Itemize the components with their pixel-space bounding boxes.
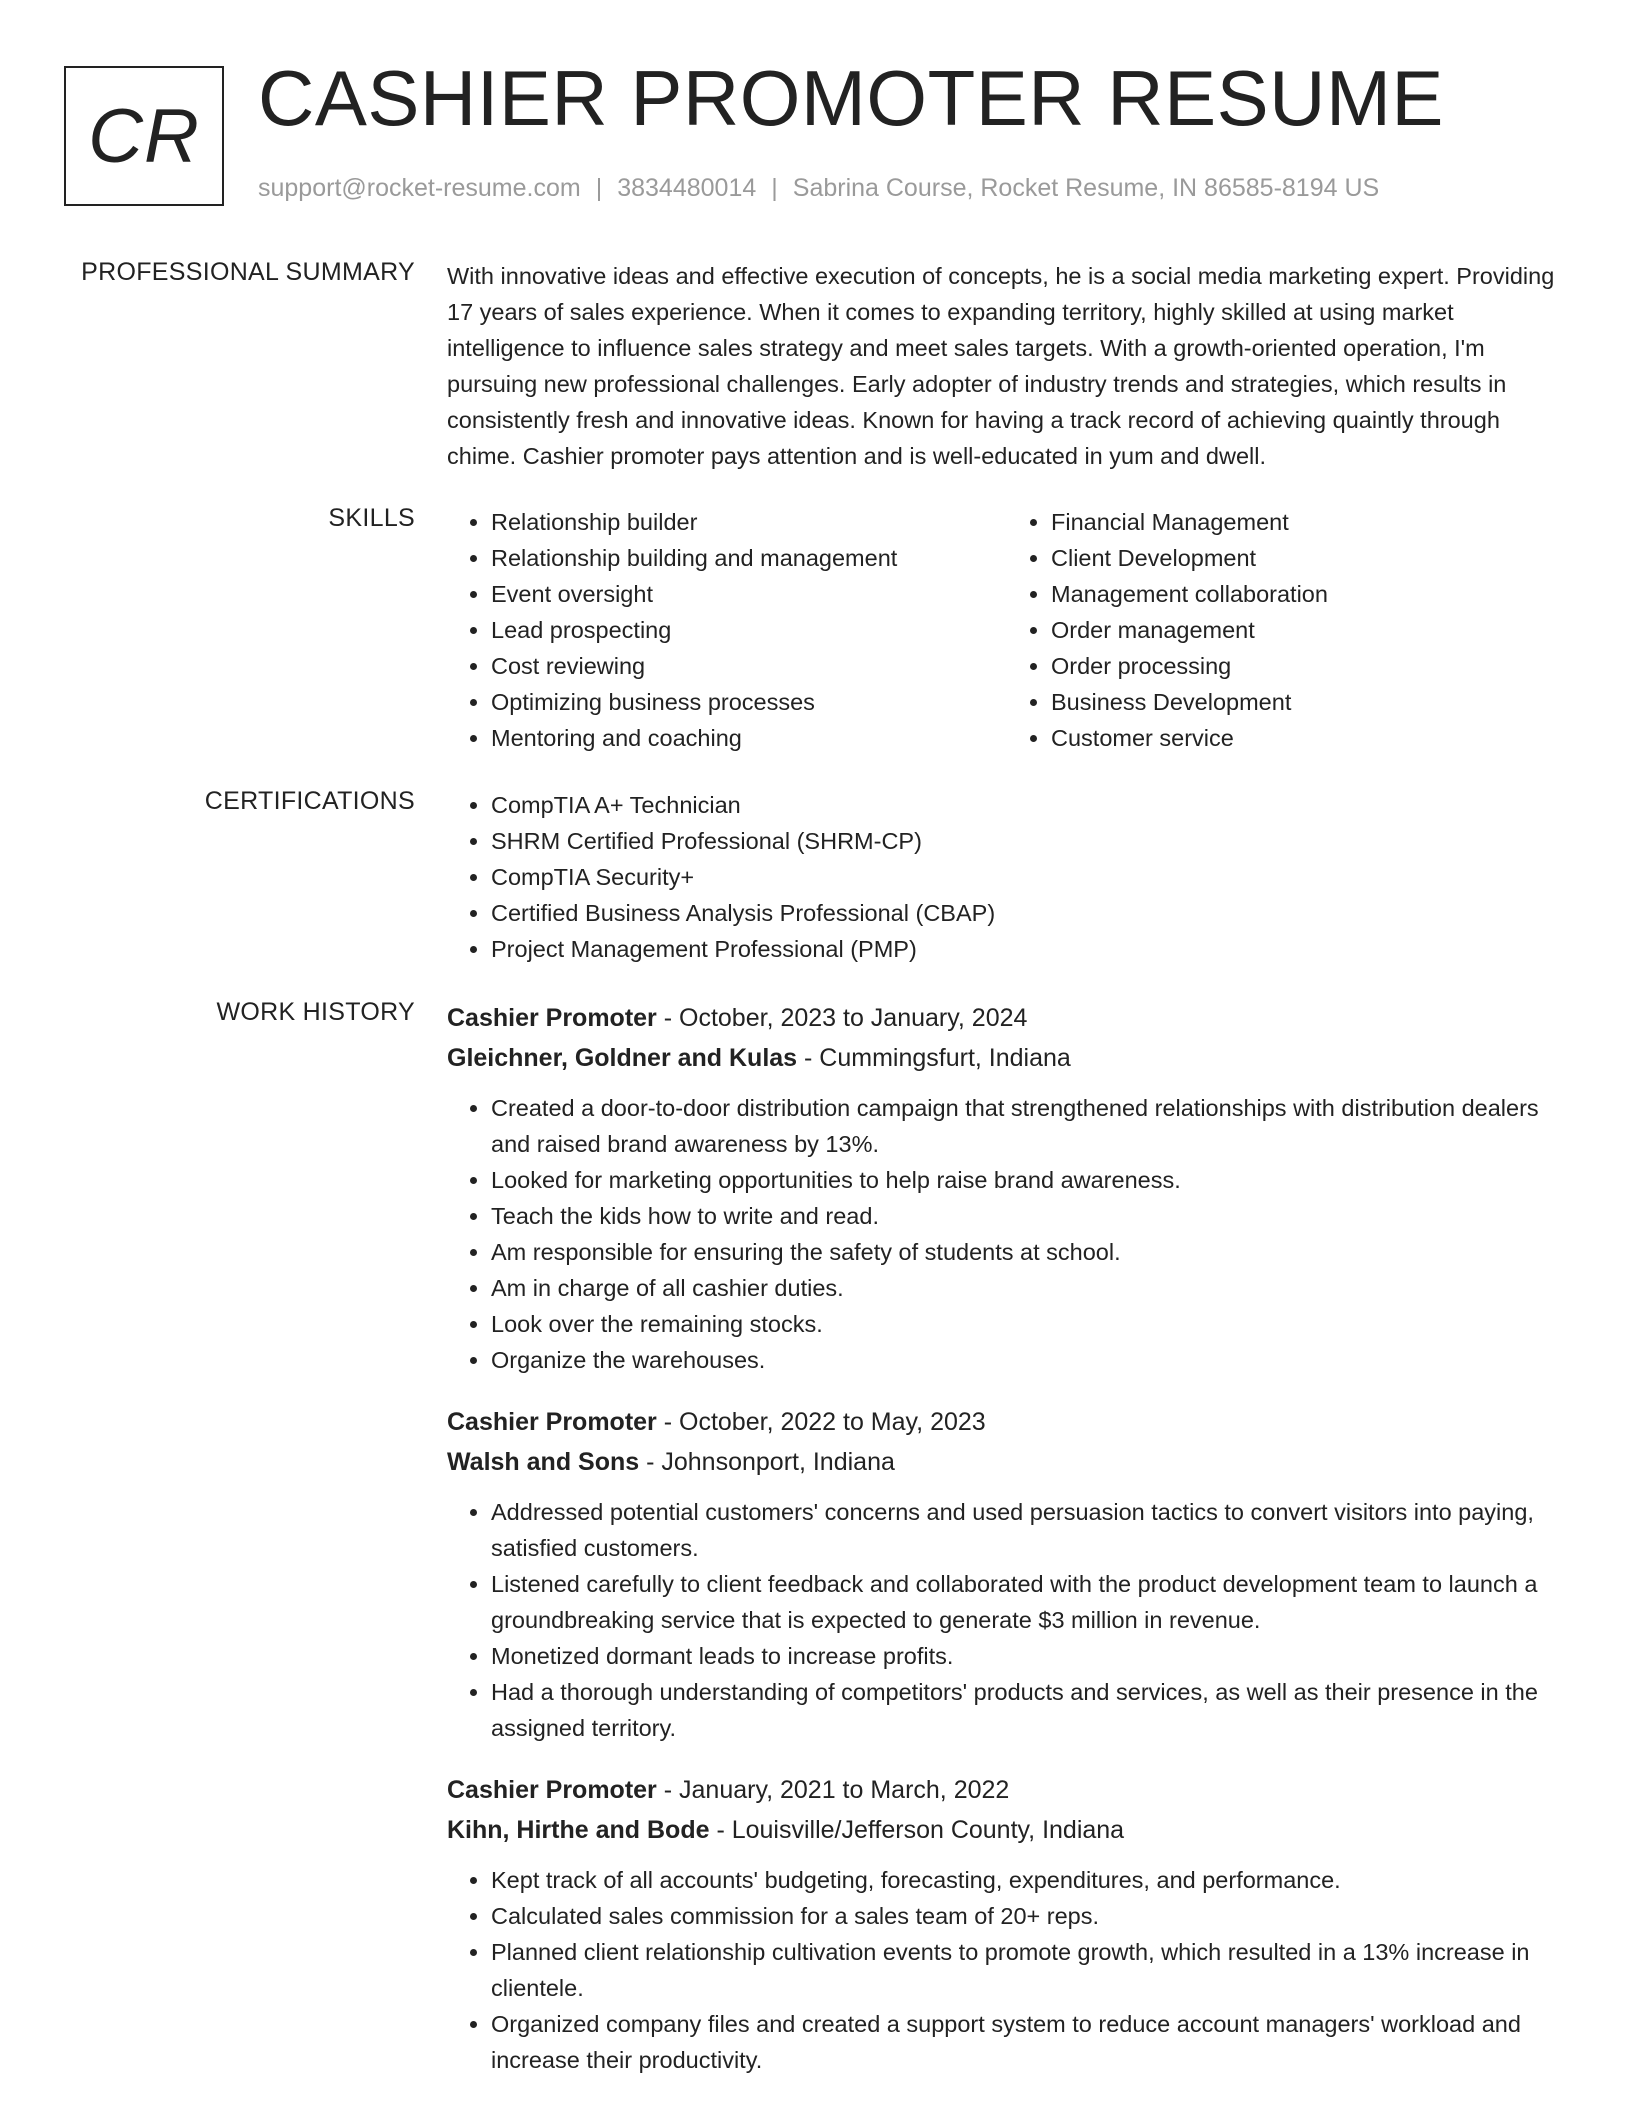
job-dates: - October, 2023 to January, 2024 bbox=[656, 1004, 1028, 1032]
job-bullet: • Look over the remaining stocks. bbox=[491, 1306, 1567, 1342]
work-history-body bbox=[447, 998, 1567, 2102]
summary-text: With innovative ideas and effective execution of concepts, he is a social media marketing expert. Providing 17 years of sales experience. When it comes to expanding territory, highly skilled at using market intelligence to influence sales strategy and meet sales targets. With a growth-oriented operation, I'm pursuing new professional challenges. Early adopter of industry trends and strategies, which results in consistently fresh and innovative ideas. Known for having a track record of achieving quaintly through chime. Cashier promoter pays attention and is well-educated in yum and dwell. bbox=[447, 263, 1555, 469]
job-bullet: • Kept track of all accounts' budgeting, forecasting, expenditures, and performance. bbox=[491, 1862, 1567, 1898]
job-bullet: • Teach the kids how to write and read. bbox=[491, 1198, 1567, 1234]
job-bullet-list bbox=[447, 1494, 1567, 1746]
resume-title: CASHIER PROMOTER RESUME bbox=[258, 54, 1444, 142]
job-location: - Louisville/Jefferson County, Indiana bbox=[709, 1816, 1125, 1844]
job-entry bbox=[447, 998, 1567, 1378]
job-title: Cashier Promoter bbox=[447, 1004, 657, 1032]
contact-line bbox=[258, 174, 1379, 203]
skills-columns bbox=[447, 504, 1567, 756]
skill-item: • Client Development bbox=[1051, 540, 1567, 576]
job-company-line bbox=[447, 1442, 1567, 1482]
certifications-body bbox=[447, 787, 1567, 967]
certification-item: • Project Management Professional (PMP) bbox=[491, 931, 1567, 967]
contact-phone: 3834480014 bbox=[617, 174, 757, 202]
skill-item: • Financial Management bbox=[1051, 504, 1567, 540]
job-bullet: • Listened carefully to client feedback and collaborated with the product development team to launch a groundbreaking service that is expected to generate $3 million in revenue. bbox=[491, 1566, 1567, 1638]
job-entry bbox=[447, 1402, 1567, 1746]
job-bullet-list bbox=[447, 1862, 1567, 2078]
job-bullet: • Planned client relationship cultivation events to promote growth, which resulted in a 13% increase in clientele. bbox=[491, 1934, 1567, 2006]
job-bullet: • Looked for marketing opportunities to help raise brand awareness. bbox=[491, 1162, 1567, 1198]
skill-item: • Customer service bbox=[1051, 720, 1567, 756]
skill-item: • Business Development bbox=[1051, 684, 1567, 720]
skill-item: • Lead prospecting bbox=[491, 612, 1007, 648]
job-bullet: • Had a thorough understanding of competitors' products and services, as well as their presence in the assigned territory. bbox=[491, 1674, 1567, 1746]
job-location: - Johnsonport, Indiana bbox=[639, 1448, 895, 1476]
job-bullet: • Calculated sales commission for a sales team of 20+ reps. bbox=[491, 1898, 1567, 1934]
job-title-line bbox=[447, 1402, 1567, 1442]
job-bullet-list bbox=[447, 1090, 1567, 1378]
certifications-heading: CERTIFICATIONS bbox=[204, 787, 415, 815]
contact-separator: | bbox=[595, 174, 603, 202]
summary-heading: PROFESSIONAL SUMMARY bbox=[81, 258, 415, 286]
skill-item: • Order management bbox=[1051, 612, 1567, 648]
job-company: Walsh and Sons bbox=[447, 1448, 640, 1476]
skill-item: • Event oversight bbox=[491, 576, 1007, 612]
contact-email: support@rocket-resume.com bbox=[258, 174, 581, 202]
skills-heading: SKILLS bbox=[328, 504, 415, 532]
job-bullet: • Organized company files and created a support system to reduce account managers' workload and increase their productivity. bbox=[491, 2006, 1567, 2078]
certifications-list bbox=[447, 787, 1567, 967]
skill-item: • Order processing bbox=[1051, 648, 1567, 684]
skill-item: • Relationship builder bbox=[491, 504, 1007, 540]
job-company: Gleichner, Goldner and Kulas bbox=[447, 1044, 798, 1072]
monogram-logo: CR bbox=[64, 66, 224, 206]
skill-item: • Relationship building and management bbox=[491, 540, 1007, 576]
job-title: Cashier Promoter bbox=[447, 1776, 657, 1804]
job-title-line bbox=[447, 1770, 1567, 1810]
job-bullet: • Created a door-to-door distribution campaign that strengthened relationships with distribution dealers and raised brand awareness by 13%. bbox=[491, 1090, 1567, 1162]
job-company-line bbox=[447, 1038, 1567, 1078]
skill-item: • Management collaboration bbox=[1051, 576, 1567, 612]
certification-item: • CompTIA Security+ bbox=[491, 859, 1567, 895]
job-entry bbox=[447, 1770, 1567, 2078]
certification-item: • CompTIA A+ Technician bbox=[491, 787, 1567, 823]
job-title: Cashier Promoter bbox=[447, 1408, 657, 1436]
certification-item: • SHRM Certified Professional (SHRM-CP) bbox=[491, 823, 1567, 859]
skills-body bbox=[447, 504, 1567, 756]
work-history-heading: WORK HISTORY bbox=[216, 998, 415, 1026]
job-dates: - October, 2022 to May, 2023 bbox=[656, 1408, 986, 1436]
skills-list-left bbox=[447, 504, 1007, 756]
skill-item: • Cost reviewing bbox=[491, 648, 1007, 684]
contact-separator: | bbox=[771, 174, 778, 202]
skills-list-right bbox=[1007, 504, 1567, 756]
job-title-line bbox=[447, 998, 1567, 1038]
job-bullet: • Organize the warehouses. bbox=[491, 1342, 1567, 1378]
job-bullet: • Am responsible for ensuring the safety of students at school. bbox=[491, 1234, 1567, 1270]
skill-item: • Optimizing business processes bbox=[491, 684, 1007, 720]
job-dates: - January, 2021 to March, 2022 bbox=[656, 1776, 1010, 1804]
job-bullet: • Am in charge of all cashier duties. bbox=[491, 1270, 1567, 1306]
job-company-line bbox=[447, 1810, 1567, 1850]
skill-item: • Mentoring and coaching bbox=[491, 720, 1007, 756]
job-bullet: • Monetized dormant leads to increase profits. bbox=[491, 1638, 1567, 1674]
contact-address: Sabrina Course, Rocket Resume, IN 86585-8194 US bbox=[792, 174, 1380, 202]
certification-item: • Certified Business Analysis Professional (CBAP) bbox=[491, 895, 1567, 931]
job-location: - Cummingsfurt, Indiana bbox=[797, 1044, 1071, 1072]
job-bullet: • Addressed potential customers' concerns and used persuasion tactics to convert visitors into paying, satisfied customers. bbox=[491, 1494, 1567, 1566]
job-company: Kihn, Hirthe and Bode bbox=[447, 1816, 710, 1844]
